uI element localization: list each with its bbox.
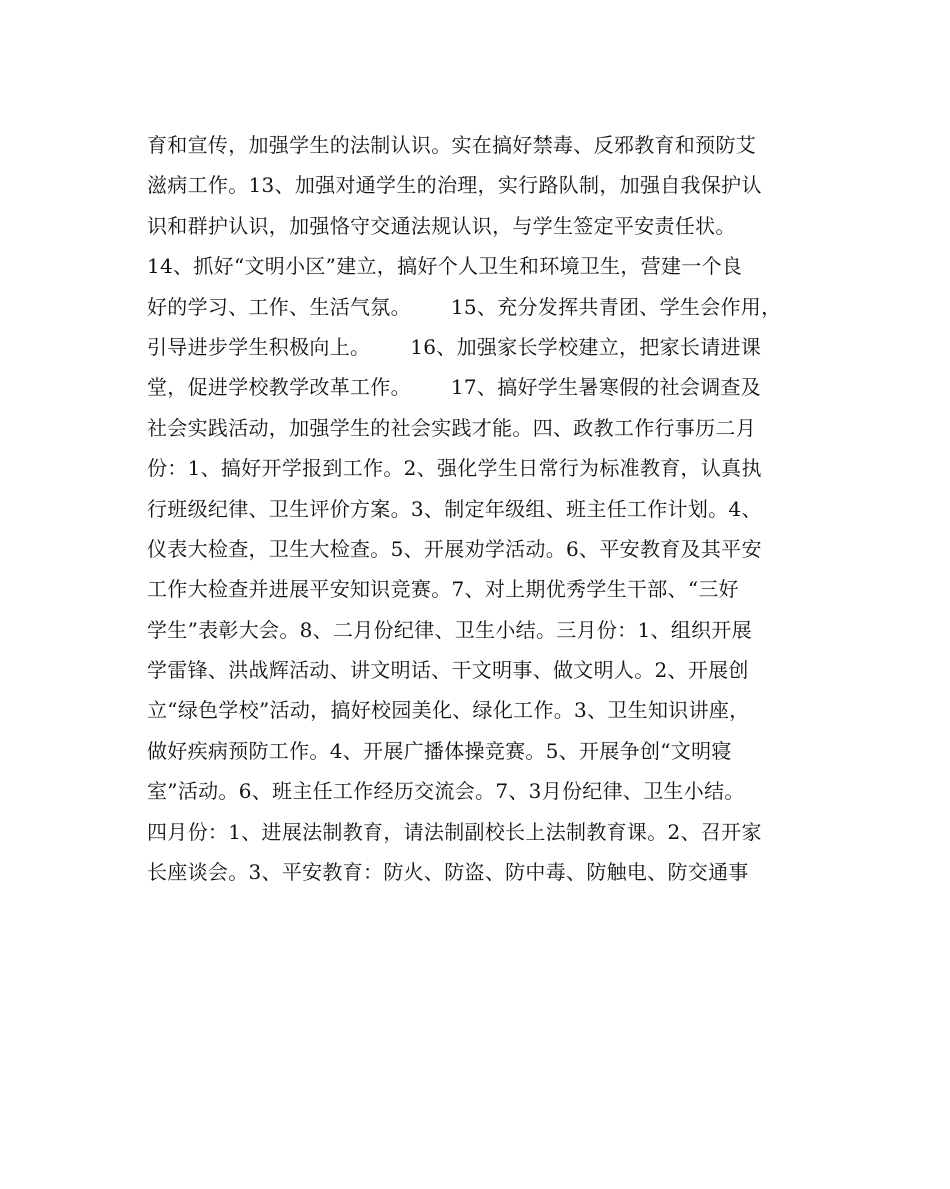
text-line-8: 社会实践活动，加强学生的社会实践才能。四、政教工作行事历二月 (147, 415, 756, 440)
text-line-12: 工作大检查并进展平安知识竞赛。7、对上期优秀学生干部、“三好 (147, 577, 739, 602)
text-line-17: 室”活动。6、班主任工作经历交流会。7、3月份纪律、卫生小结。 (147, 779, 745, 804)
text-line-4: 14、抓好“文明小区”建立，搞好个人卫生和环境卫生，营建一个良 (147, 254, 743, 279)
text-line-9: 份：1、搞好开学报到工作。2、强化学生日常行为标准教育，认真执 (147, 456, 762, 481)
text-line-7: 堂，促进学校教学改革工作。 17、搞好学生暑寒假的社会调查及 (147, 375, 762, 400)
text-line-19: 长座谈会。3、平安教育：防火、防盗、防中毒、防触电、防交通事 (147, 860, 749, 885)
text-line-1: 育和宣传，加强学生的法制认识。实在搞好禁毒、反邪教育和预防艾 (147, 133, 756, 157)
text-line-5: 好的学习、工作、生活气氛。 15、充分发挥共青团、学生会作用， (147, 294, 782, 319)
text-line-16: 做好疾病预防工作。4、开展广播体操竞赛。5、开展争创“文明寝 (147, 738, 732, 763)
text-line-18: 四月份：1、进展法制教育，请法制副校长上法制教育课。2、召开家 (147, 819, 762, 844)
text-line-11: 仪表大检查，卫生大检查。5、开展劝学活动。6、平安教育及其平安 (147, 536, 762, 561)
text-line-10: 行班级纪律、卫生评价方案。3、制定年级组、班主任工作计划。4、 (147, 496, 762, 521)
document-body-text (147, 125, 807, 892)
text-line-6: 引导进步学生积极向上。 16、加强家长学校建立，把家长请进课 (147, 334, 762, 359)
text-line-3: 识和群护认识，加强恪守交通法规认识，与学生签定平安责任状。 (147, 213, 736, 238)
text-line-14: 学雷锋、洪战辉活动、讲文明话、干文明事、做文明人。2、开展创 (147, 658, 749, 683)
text-line-2: 滋病工作。13、加强对通学生的治理，实行路队制，加强自我保护认 (147, 173, 762, 198)
text-line-13: 学生”表彰大会。8、二月份纪律、卫生小结。三月份：1、组织开展 (147, 617, 752, 642)
text-line-15: 立“绿色学校”活动，搞好校园美化、绿化工作。3、卫生知识讲座， (147, 698, 750, 723)
